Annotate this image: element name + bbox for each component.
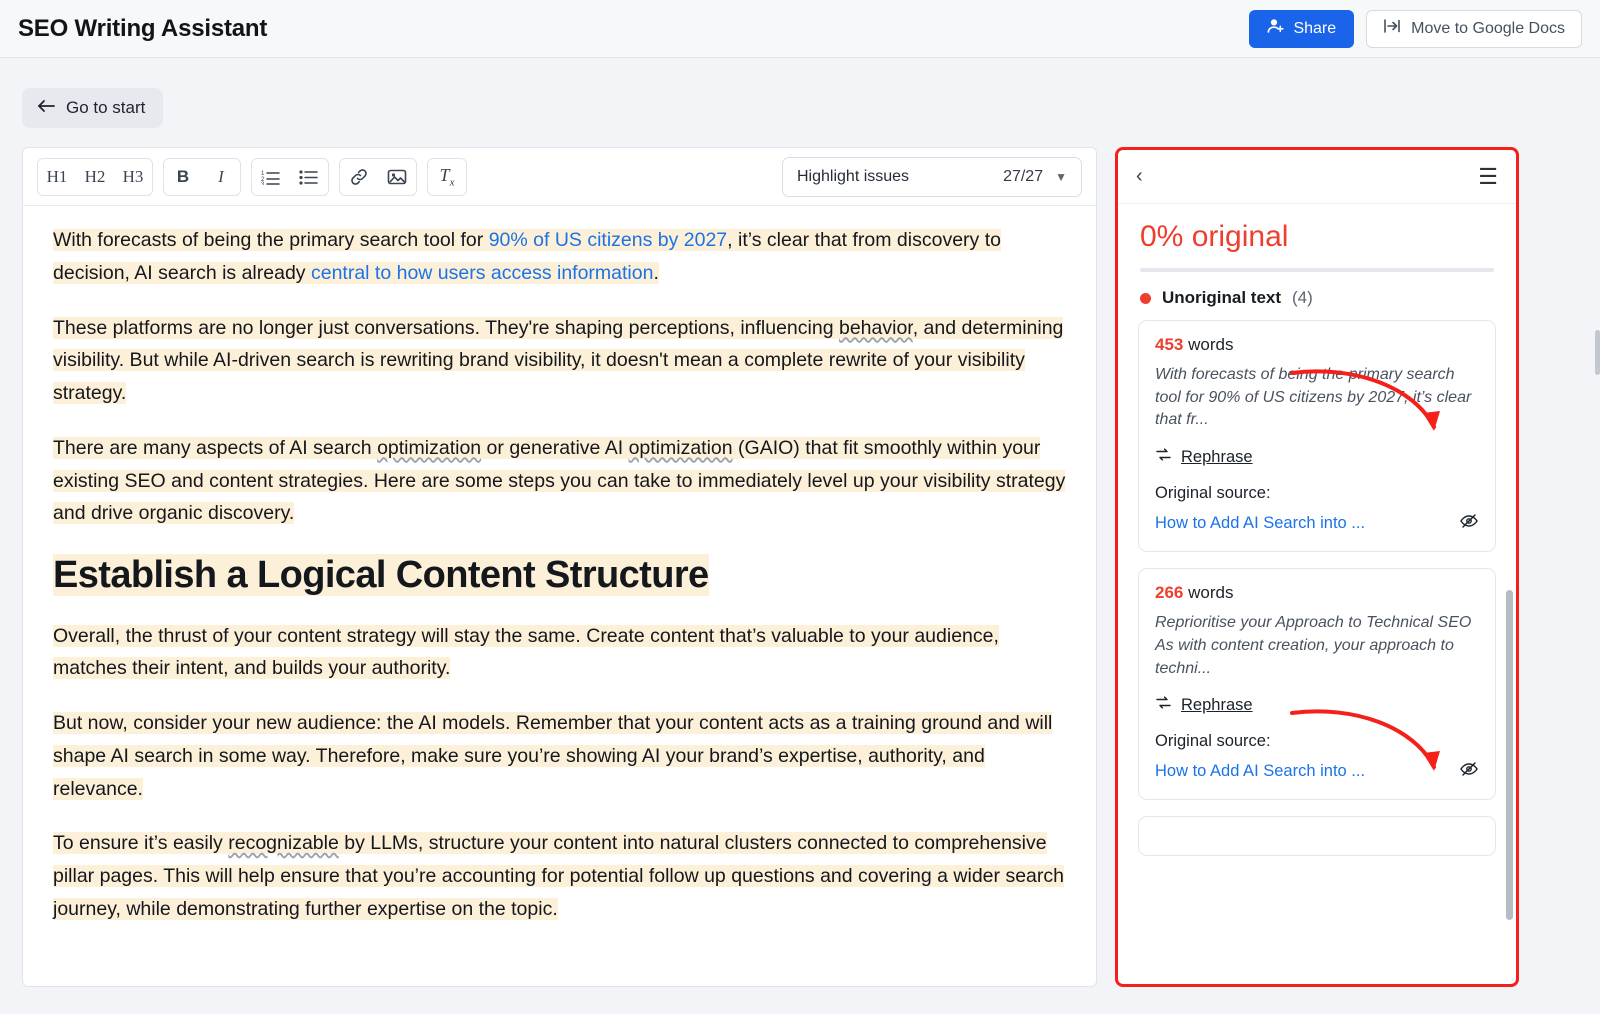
numbered-list-icon[interactable]	[252, 159, 290, 195]
go-to-start-button[interactable]	[22, 88, 163, 128]
original-source-row	[1155, 760, 1479, 783]
word-count-row	[1155, 583, 1479, 603]
paragraph	[53, 432, 1066, 530]
text-run: These platforms are no longer just conversations. They're shaping perceptions, influencing	[53, 316, 839, 339]
unoriginal-card-partial	[1138, 816, 1496, 856]
spellcheck-word[interactable]: optimization	[628, 436, 733, 459]
heading-2-button[interactable]: H2	[76, 159, 114, 195]
text-run: But now, consider your new audience: the AI models. Remember that your content acts as a training ground and will shape AI search in some way. Therefore, make sure you’re showing AI your brand’s expertise, authority, and relevance.	[53, 712, 1053, 800]
spellcheck-word[interactable]: behavior	[838, 316, 913, 339]
italic-button[interactable]: I	[202, 159, 240, 195]
rephrase-label: Rephrase	[1181, 695, 1253, 714]
editor-panel	[22, 147, 1097, 987]
eye-off-icon[interactable]	[1459, 760, 1479, 783]
clear-formatting-icon[interactable]: $T_x$	[428, 159, 466, 195]
section-heading-text: Establish a Logical Content Structure	[53, 554, 709, 596]
export-doc-icon	[1383, 17, 1402, 40]
heading-1-button[interactable]: H1	[38, 159, 76, 195]
original-source-label: Original source:	[1155, 732, 1271, 751]
spellcheck-word[interactable]: optimization	[377, 436, 482, 459]
score-label: original	[1191, 220, 1289, 253]
rephrase-button[interactable]	[1155, 694, 1479, 716]
text-run: or generative AI	[481, 436, 629, 459]
text-run: , and determining visibility. But while AI-driven search is rewriting brand visibility, it doesn't mean a complete rewrite of your visibility strategy.	[53, 316, 1064, 404]
unoriginal-card	[1138, 568, 1496, 800]
section-title-label: Unoriginal text	[1162, 288, 1282, 307]
paragraph	[53, 312, 1066, 410]
go-to-start-label: Go to start	[66, 98, 146, 117]
paragraph	[53, 827, 1066, 925]
text-run: by LLMs, structure your content into natural clusters connected to comprehensive pillar pages. This will help ensure that you’re accounting for potential follow up questions and covering a wider search journey, while demonstrating further expertise on the topic.	[53, 832, 1064, 920]
person-add-icon	[1267, 17, 1285, 40]
originality-score	[1118, 204, 1516, 272]
card-excerpt: Reprioritise your Approach to Technical SEO As with content creation, your approach to techni...	[1155, 614, 1472, 677]
arrow-left-icon	[36, 98, 56, 119]
chevron-left-icon[interactable]: ‹	[1136, 165, 1143, 187]
heading-button-group	[37, 158, 153, 196]
section-title-count: (4)	[1292, 288, 1313, 307]
link-icon[interactable]	[340, 159, 378, 195]
unoriginal-cards-list	[1118, 308, 1516, 856]
chevron-down-icon: ▼	[1055, 169, 1067, 184]
rephrase-icon	[1155, 446, 1172, 468]
text-run: To ensure it’s easily	[53, 832, 229, 855]
text-run: .	[653, 261, 659, 284]
spellcheck-word[interactable]: recognizable	[228, 832, 339, 855]
highlight-issues-label: Highlight issues	[797, 167, 910, 185]
go-to-start-row	[22, 58, 1578, 128]
rephrase-icon	[1155, 694, 1172, 716]
text-style-group	[163, 158, 241, 196]
section-heading	[53, 552, 1066, 600]
app-title: SEO Writing Assistant	[18, 14, 268, 42]
original-source-row	[1155, 512, 1479, 535]
svg-text:1: 1	[261, 170, 265, 177]
paragraph	[53, 707, 1066, 805]
panel-scrollbar[interactable]	[1506, 590, 1513, 920]
word-count-label: words	[1188, 583, 1234, 603]
inline-link[interactable]: 90% of US citizens by 2027	[488, 229, 728, 251]
original-source-label: Original source:	[1155, 484, 1271, 503]
rephrase-button[interactable]	[1155, 446, 1479, 468]
unoriginal-card	[1138, 320, 1496, 552]
image-icon[interactable]	[378, 159, 416, 195]
status-dot-icon	[1140, 293, 1151, 304]
word-count-label: words	[1188, 335, 1234, 354]
unoriginal-text-section-title	[1118, 272, 1516, 308]
original-source-link[interactable]: How to Add AI Search into ...	[1155, 514, 1366, 533]
share-button[interactable]	[1249, 10, 1354, 48]
word-count-value: 453	[1155, 335, 1184, 354]
move-to-google-docs-label: Move to Google Docs	[1411, 19, 1565, 37]
rephrase-label: Rephrase	[1181, 447, 1253, 466]
top-bar-actions	[1249, 10, 1582, 48]
page-scrollbar[interactable]	[1595, 330, 1600, 375]
page-body	[0, 58, 1600, 1014]
paragraph	[53, 224, 1066, 290]
word-count-row	[1155, 335, 1479, 355]
original-source-link[interactable]: How to Add AI Search into ...	[1155, 762, 1366, 781]
text-run: , it’s clear that from discovery to decision, AI search is already	[53, 229, 1001, 284]
bold-button[interactable]: B	[164, 159, 202, 195]
text-run: With forecasts of being the primary search tool for	[53, 229, 489, 251]
clear-format-group	[427, 158, 467, 196]
inline-link[interactable]: central to how users access information	[310, 261, 654, 284]
hamburger-menu-icon[interactable]: ☰	[1478, 163, 1498, 189]
svg-text:3: 3	[261, 181, 265, 185]
bullet-list-icon[interactable]	[290, 159, 328, 195]
document-content[interactable]	[23, 206, 1096, 987]
list-group	[251, 158, 329, 196]
eye-off-icon[interactable]	[1459, 512, 1479, 535]
originality-panel	[1115, 147, 1519, 987]
text-run: There are many aspects of AI search	[53, 436, 378, 459]
panel-header	[1118, 150, 1516, 204]
move-to-google-docs-button[interactable]	[1366, 10, 1582, 48]
main-columns	[22, 147, 1578, 987]
highlight-issues-count: 27/27	[1003, 167, 1044, 185]
card-excerpt: With forecasts of being the primary search tool for 90% of US citizens by 2027, it’s clear that fr...	[1155, 366, 1472, 429]
editor-toolbar	[23, 148, 1096, 206]
highlight-issues-select[interactable]	[782, 157, 1082, 197]
share-label: Share	[1293, 19, 1337, 37]
text-run: Overall, the thrust of your content strategy will stay the same. Create content that’s valuable to your audience, matches their intent, and builds your authority.	[53, 624, 999, 680]
text-run: (GAIO) that fit smoothly within your existing SEO and content strategies. Here are some steps you can take to immediately level up your visibility strategy and drive organic discovery.	[53, 436, 1066, 525]
paragraph	[53, 620, 1066, 686]
insert-group	[339, 158, 417, 196]
heading-3-button[interactable]: H3	[114, 159, 152, 195]
top-bar	[0, 0, 1600, 58]
score-value: 0%	[1140, 220, 1184, 253]
score-text	[1140, 220, 1494, 254]
word-count-value: 266	[1155, 583, 1184, 603]
svg-text:2: 2	[261, 176, 265, 183]
